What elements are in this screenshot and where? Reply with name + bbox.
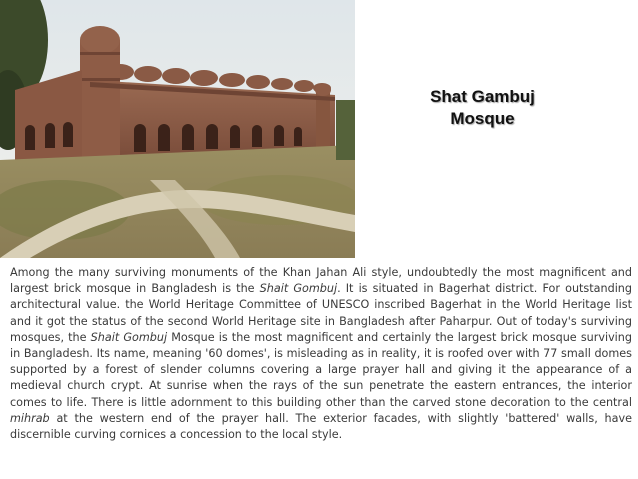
paragraph-emphasis-2: Shait Gombuj [90,330,168,344]
title-line-1: Shat Gambuj [430,87,535,106]
paragraph-text-4: at the western end of the prayer hall. The exterior facades, with slightly 'battered' walls, have discernible curving cornices a concession to the local style. [10,411,632,442]
title-line-2: Mosque [450,109,515,128]
paragraph-text-3: Mosque is the most magnificent and certainly the largest brick mosque surviving in Bangladesh. Its name, meaning '60 domes', is misleading as in reality, it is roofed over with 77 small domes supported by a forest of slender columns covering a large prayer hall and giving it the appearance of a medieval church crypt. At sunrise when the rays of the sun penetrate the eastern entrances, the interior comes to life. There is little adornment to this building other than the carved stone decoration to the central [10,330,632,409]
mosque-photo [0,0,355,258]
paragraph-text-2: . It is situated in Bagerhat district. For outstanding architectural value. the World Heritage Committee of UNESCO inscribed Bagerhat in the World Heritage list and it got the status of the second World Heritage site in Bangladesh after Paharpur. Out of today's surviving mosques, the [10,282,632,344]
paragraph-emphasis-3: mihrab [10,411,50,425]
description-paragraph [10,265,632,443]
paragraph-emphasis-1: Shait Gombuj [259,282,338,296]
paragraph-text-1: Among the many surviving monuments of the Khan Jahan Ali style, undoubtedly the most magnificent and largest brick mosque in Bangladesh is the [10,266,632,296]
slide-title [395,86,570,130]
